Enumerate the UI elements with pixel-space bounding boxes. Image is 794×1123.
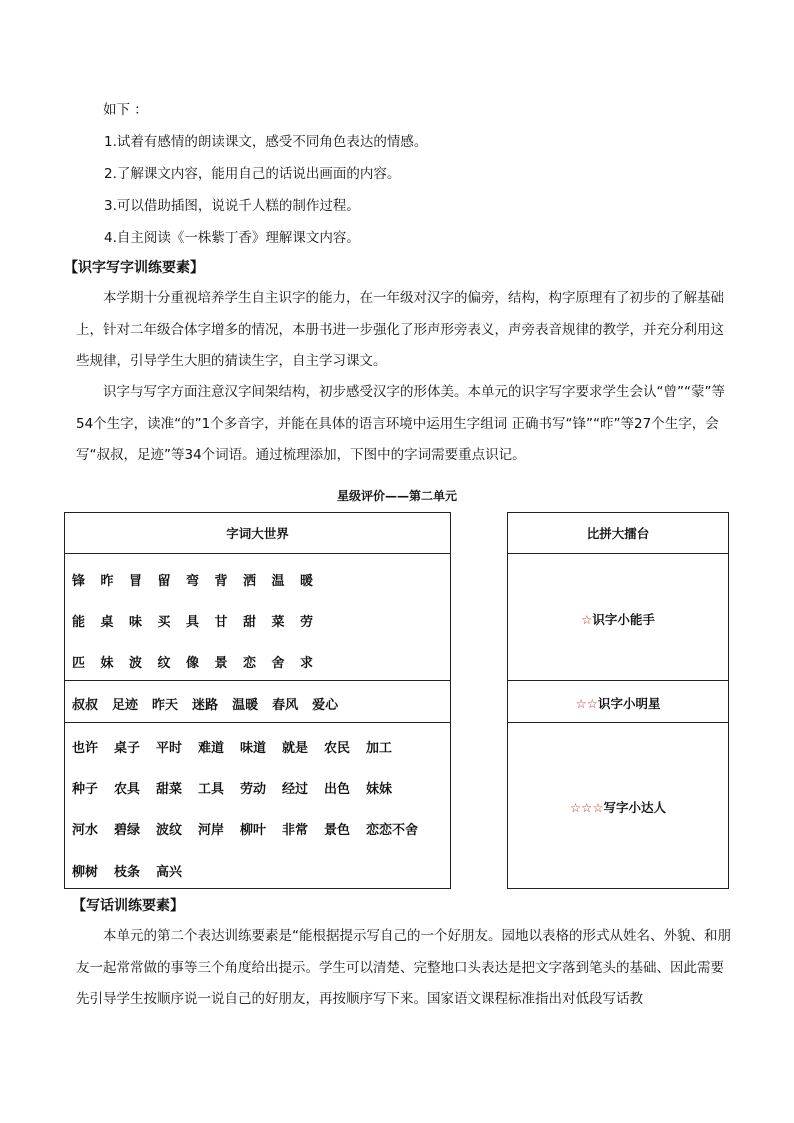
award-level-1 bbox=[508, 610, 728, 628]
word-row-3 bbox=[72, 819, 419, 838]
divider bbox=[508, 680, 728, 681]
char: 甘 bbox=[214, 615, 228, 630]
word: 农具 bbox=[114, 782, 141, 797]
char: 买 bbox=[157, 615, 171, 630]
word: 柳树 bbox=[72, 865, 99, 880]
char: 留 bbox=[157, 574, 171, 589]
phrase: 春风 bbox=[272, 698, 299, 713]
word: 平时 bbox=[156, 741, 183, 756]
word: 枝条 bbox=[114, 865, 141, 880]
word: 也许 bbox=[72, 741, 99, 756]
word: 加工 bbox=[366, 741, 393, 756]
intro-item-3: 3.可以借助插图，说说千人糕的制作过程。 bbox=[104, 198, 360, 214]
award-label: 识字小明星 bbox=[597, 696, 661, 711]
intro-item-1: 1.试着有感情的朗读课文，感受不同角色表达的情感。 bbox=[104, 134, 428, 150]
char: 背 bbox=[214, 574, 228, 589]
char-row-1 bbox=[72, 570, 329, 589]
char: 恋 bbox=[243, 656, 257, 671]
divider bbox=[65, 680, 450, 681]
star-icon: ☆☆☆ bbox=[569, 800, 604, 815]
word: 工具 bbox=[198, 782, 225, 797]
word: 农民 bbox=[324, 741, 351, 756]
char: 甜 bbox=[243, 615, 257, 630]
word: 味道 bbox=[240, 741, 267, 756]
literacy-paragraph-1: 本学期十分重视培养学生自主识字的能力，在一年级对汉字的偏旁，结构，构字原理有了初步的了解基础上，针对二年级合体字增多的情况，本册书进一步强化了形声形旁表义，声旁表音规律的教学，并充分利用这些规律，引导学生大胆的猜读生字，自主学习课文。 bbox=[76, 290, 724, 369]
intro-item-4: 4.自主阅读《一株紫丁香》理解课文内容。 bbox=[104, 230, 360, 246]
char: 菜 bbox=[271, 615, 285, 630]
word: 河水 bbox=[72, 823, 99, 838]
char-row-2 bbox=[72, 611, 329, 630]
contest-table bbox=[507, 512, 729, 889]
word: 非常 bbox=[282, 823, 309, 838]
word: 河岸 bbox=[198, 823, 225, 838]
word: 高兴 bbox=[156, 865, 183, 880]
literacy-paragraph-2: 识字与写字方面注意汉字间架结构，初步感受汉字的形体美。本单元的识字写字要求学生会认“曾”“蒙”等54个生字，读准“的”1个多音字，并能在具体的语言环境中运用生字组词 正确书写“锋”“昨”等27个生字，会写“叔叔，足迹”等34个词语。通过梳理添加，下图中的字词需要重点识记。 bbox=[76, 384, 725, 463]
contest-table-title: 比拼大擂台 bbox=[508, 513, 728, 554]
phrase: 昨天 bbox=[152, 698, 179, 713]
char: 暖 bbox=[300, 574, 314, 589]
char: 洒 bbox=[243, 574, 257, 589]
divider bbox=[65, 722, 450, 723]
char: 劳 bbox=[300, 615, 314, 630]
char: 波 bbox=[129, 656, 143, 671]
char: 冒 bbox=[129, 574, 143, 589]
char: 能 bbox=[72, 615, 86, 630]
word: 恋恋不舍 bbox=[366, 823, 419, 838]
word: 碧绿 bbox=[114, 823, 141, 838]
word: 波纹 bbox=[156, 823, 183, 838]
phrase-row bbox=[72, 694, 352, 713]
char: 桌 bbox=[100, 615, 114, 630]
word: 柳叶 bbox=[240, 823, 267, 838]
word: 就是 bbox=[282, 741, 309, 756]
award-label: 写字小达人 bbox=[603, 800, 667, 815]
intro-item-2: 2.了解课文内容，能用自己的话说出画面的内容。 bbox=[104, 166, 401, 182]
char: 妹 bbox=[100, 656, 114, 671]
word: 种子 bbox=[72, 782, 99, 797]
char: 景 bbox=[214, 656, 228, 671]
word: 经过 bbox=[282, 782, 309, 797]
char-row-3 bbox=[72, 652, 329, 671]
star-icon: ☆ bbox=[581, 612, 593, 627]
word-row-1 bbox=[72, 737, 408, 756]
char: 匹 bbox=[72, 656, 86, 671]
char: 像 bbox=[186, 656, 200, 671]
table-caption: 星级评价——第二单元 bbox=[336, 489, 457, 503]
word: 出色 bbox=[324, 782, 351, 797]
literacy-heading: 【识字写字训练要素】 bbox=[64, 260, 204, 276]
star-icon: ☆☆ bbox=[575, 696, 598, 711]
phrase: 足迹 bbox=[112, 698, 139, 713]
phrase: 温暖 bbox=[232, 698, 259, 713]
words-table bbox=[64, 512, 451, 889]
word-row-2 bbox=[72, 778, 408, 797]
char: 昨 bbox=[100, 574, 114, 589]
word: 妹妹 bbox=[366, 782, 393, 797]
char: 温 bbox=[271, 574, 285, 589]
divider bbox=[508, 722, 728, 723]
award-level-3 bbox=[508, 798, 728, 816]
phrase: 迷路 bbox=[192, 698, 219, 713]
word: 劳动 bbox=[240, 782, 267, 797]
phrase: 爱心 bbox=[312, 698, 339, 713]
char: 弯 bbox=[186, 574, 200, 589]
phrase: 叔叔 bbox=[72, 698, 99, 713]
award-label: 识字小能手 bbox=[592, 612, 655, 627]
char: 锋 bbox=[72, 574, 86, 589]
char: 纹 bbox=[157, 656, 171, 671]
word: 桌子 bbox=[114, 741, 141, 756]
char: 求 bbox=[300, 656, 314, 671]
word: 甜菜 bbox=[156, 782, 183, 797]
word-row-4 bbox=[72, 861, 198, 880]
award-level-2 bbox=[508, 694, 728, 712]
writing-paragraph: 本单元的第二个表达训练要素是“能根据提示写自己的一个好朋友。园地以表格的形式从姓名、外貌、和朋友一起常常做的事等三个角度给出提示。学生可以清楚、完整地口头表达是把文字落到笔头的基础、因此需要先引导学生按顺序说一说自己的好朋友，再按顺序写下来。国家语文课程标准指出对低段写话教 bbox=[76, 928, 731, 1007]
word: 景色 bbox=[324, 823, 351, 838]
char: 味 bbox=[129, 615, 143, 630]
writing-heading: 【写话训练要素】 bbox=[72, 898, 184, 914]
char: 舍 bbox=[271, 656, 285, 671]
words-table-title: 字词大世界 bbox=[65, 513, 450, 554]
word: 难道 bbox=[198, 741, 225, 756]
intro-lead: 如下 ： bbox=[103, 102, 148, 118]
char: 具 bbox=[186, 615, 200, 630]
